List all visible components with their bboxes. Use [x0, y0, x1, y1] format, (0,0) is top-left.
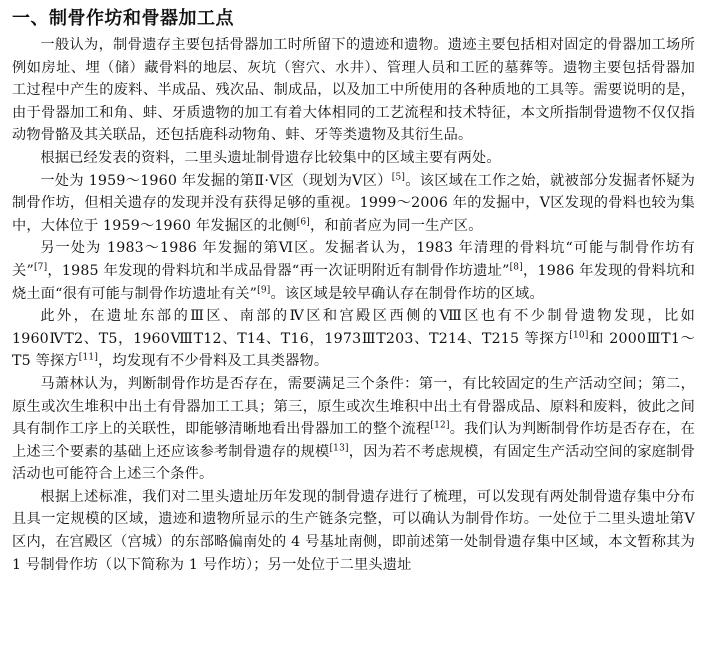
paragraph-text: 根据上述标准，我们对二里头遗址历年发现的制骨遗存进行了梳理，可以发现有两处制骨遗存集中分布且具一定规模的区域，遗迹和遗物所显示的生产链条完整，可以确认为制骨作坊。一处位于二里头遗址第Ⅴ区内，在宫殿区（宫城）的东部略偏南处的 4 号基址南侧，即前述第一处制骨遗存集中区域，本文暂称其为 1 号制骨作坊（以下简称为 1 号作坊）；另一处位于二里头遗址 — [12, 488, 695, 573]
citation-ref[interactable]: [9] — [257, 284, 271, 295]
paragraph-text: 一处为 1959～1960 年发掘的第Ⅱ·Ⅴ区（现划为Ⅴ区） — [40, 172, 392, 189]
paragraph-text: ，1985 年发现的骨料坑和半成品骨器“再一次证明附近有制骨作坊遗址” — [47, 262, 510, 279]
citation-ref[interactable]: [10] — [569, 329, 589, 340]
paragraph-text: 根据已经发表的资料，二里头遗址制骨遗存比较集中的区域主要有两处。 — [40, 149, 501, 166]
paragraph-text: ，和前者应为同一生产区。 — [310, 217, 483, 234]
citation-ref[interactable]: [12] — [430, 420, 450, 431]
paragraph-text: 另一处为 1983～1986 年发掘的第Ⅵ区。发掘者认为，1983 年清理的骨料坑“可能与制骨作坊有关” — [12, 240, 695, 279]
paragraph-text: ，1986 年发现的骨料坑和烧土面“很有可能与制骨作坊遗址有关” — [12, 262, 695, 302]
citation-ref[interactable]: [5] — [391, 171, 406, 182]
paragraph-1 — [12, 34, 695, 147]
paragraph-text: 。我们认为判断制骨作坊是否存在，在上述三个要素的基础上还应该参考制骨遗存的规模 — [12, 421, 695, 460]
paragraph-3 — [12, 170, 695, 238]
citation-ref[interactable]: [11] — [78, 352, 99, 363]
paragraph-5 — [12, 305, 695, 373]
paragraph-7 — [12, 486, 695, 576]
citation-ref[interactable]: [6] — [296, 217, 311, 228]
paragraph-text: 。该区域是较早确认存在制骨作坊的区域。 — [270, 285, 544, 302]
citation-ref[interactable]: [13] — [329, 442, 349, 453]
paragraph-text: ，因为若不考虑规模，有固定生产活动空间的家庭制骨活动也可能符合上述三个条件。 — [12, 443, 695, 483]
paragraph-text: 马萧林认为，判断制骨作坊是否存在，需要满足三个条件：第一，有比较固定的生产活动空间；第二，原生或次生堆积中出土有骨器加工工具；第三，原生或次生堆积中出土有骨器成品、原料和废料，彼此之间具有制作工序上的关联性，即能够清晰地看出骨器加工的整个流程 — [12, 375, 695, 438]
section-heading: 一、制骨作坊和骨器加工点 — [12, 8, 234, 29]
citation-ref[interactable]: [8] — [509, 262, 523, 273]
paragraph-text: 。该区域在工作之始，就被部分发掘者怀疑为制骨作坊，但相关遗存的发现并没有获得足够的重视。1999～2006 年的发掘中，Ⅴ区发现的骨料也较为集中，大体位于 1959～1960 年发掘区的北侧 — [12, 172, 695, 234]
paragraph-text: ，均发现有不少骨料及工具类器物。 — [98, 353, 329, 370]
citation-ref[interactable]: [7] — [33, 262, 48, 273]
paragraph-4 — [12, 237, 695, 305]
paragraph-6 — [12, 373, 695, 486]
paragraph-2 — [12, 147, 695, 170]
paragraph-text: 一般认为，制骨遗存主要包括骨器加工时所留下的遗迹和遗物。遗迹主要包括相对固定的骨器加工场所例如房址、埋（储）藏骨料的地层、灰坑（窖穴、水井）、管理人员和工匠的墓葬等。遗物主要包括骨器加工过程中产生的废料、半成品、残次品、制成品，以及加工中所使用的各种质地的工具等。需要说明的是，由于骨器加工和角、蚌、牙质遗物的加工有着大体相同的工艺流程和技术特征，本文所指制骨遗物不仅仅指动物骨骼及其关联品，还包括鹿科动物角、蚌、牙等类遗物及其衍生品。 — [12, 37, 695, 144]
paragraph-text: 和 2000ⅢT1～T5 等探方 — [12, 330, 695, 370]
paragraph-text: 此外，在遗址东部的Ⅲ区、南部的Ⅳ区和宫殿区西侧的Ⅷ区也有不少制骨遗物发现，比如 1960ⅣT2、T5，1960ⅧT12、T14、T16，1973ⅢT203、T214、T215 等探方 — [12, 308, 695, 347]
